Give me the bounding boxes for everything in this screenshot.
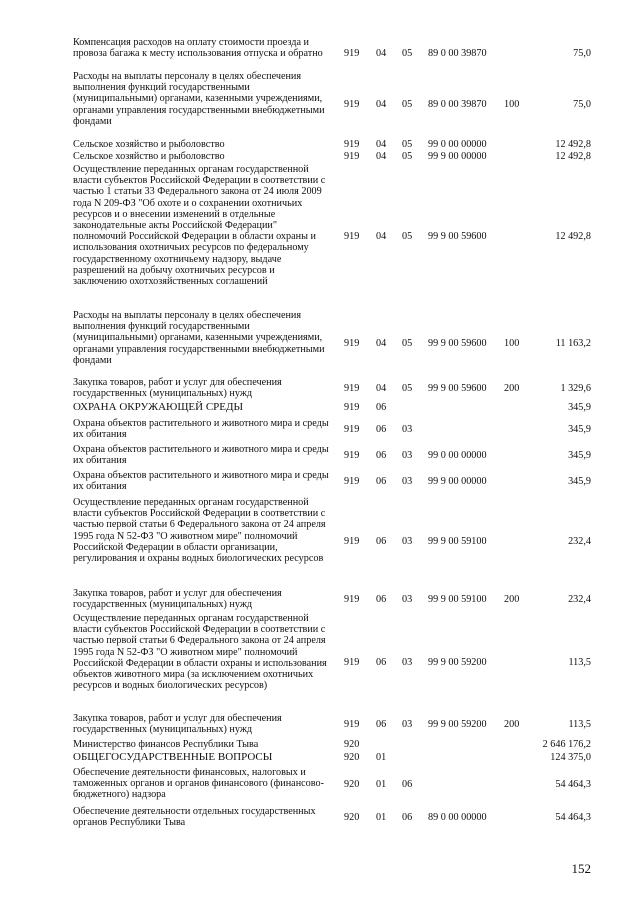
table-row <box>0 418 640 442</box>
row-vr: 200 <box>504 594 520 605</box>
row-sum: 2 646 176,2 <box>542 739 591 750</box>
row-pr: 03 <box>402 594 413 605</box>
table-row <box>0 310 640 377</box>
row-rz: 01 <box>376 812 387 823</box>
row-cs: 99 0 00 00000 <box>428 139 487 150</box>
row-cs: 89 0 00 39870 <box>428 48 487 59</box>
row-gr: 920 <box>344 739 360 750</box>
row-rz: 04 <box>376 99 387 110</box>
row-pr: 03 <box>402 657 413 668</box>
row-name: Обеспечение деятельности отдельных государственных органов Республики Тыва <box>73 806 316 829</box>
row-rz: 01 <box>376 752 387 763</box>
row-rz: 04 <box>376 231 387 242</box>
row-sum: 345,9 <box>568 424 591 435</box>
row-rz: 06 <box>376 476 387 487</box>
row-cs: 99 9 00 59600 <box>428 231 487 242</box>
table-row <box>0 402 640 416</box>
row-cs: 99 9 00 59100 <box>428 536 487 547</box>
table-row <box>0 151 640 163</box>
row-sum: 232,4 <box>568 536 591 547</box>
row-gr: 919 <box>344 402 360 413</box>
row-vr: 100 <box>504 338 520 349</box>
row-gr: 919 <box>344 476 360 487</box>
table-row <box>0 588 640 612</box>
row-name: Сельское хозяйство и рыболовство <box>73 151 225 162</box>
row-name: Расходы на выплаты персоналу в целях обеспечения выполнения функций государственными (муниципальными) органами, казенными учреждениями, органами управления государственными внебюджетными фондами <box>73 310 325 366</box>
row-rz: 06 <box>376 402 387 413</box>
row-gr: 920 <box>344 779 360 790</box>
row-pr: 03 <box>402 476 413 487</box>
row-sum: 124 375,0 <box>550 752 591 763</box>
row-name: Обеспечение деятельности финансовых, налоговых и таможенных органов и органов финансового (финансово-бюджетного) надзора <box>73 767 324 801</box>
row-sum: 75,0 <box>573 99 591 110</box>
row-rz: 06 <box>376 450 387 461</box>
row-cs: 99 9 00 59200 <box>428 657 487 668</box>
table-row <box>0 470 640 494</box>
row-rz: 04 <box>376 139 387 150</box>
row-sum: 54 464,3 <box>555 779 591 790</box>
row-sum: 1 329,6 <box>560 383 591 394</box>
row-cs: 99 9 00 59100 <box>428 594 487 605</box>
row-name: Компенсация расходов на оплату стоимости проезда и провоза багажа к месту использования отпуска и обратно <box>73 37 323 60</box>
row-gr: 919 <box>344 450 360 461</box>
row-pr: 03 <box>402 450 413 461</box>
row-gr: 919 <box>344 536 360 547</box>
row-sum: 12 492,8 <box>555 151 591 162</box>
row-cs: 99 9 00 59200 <box>428 719 487 730</box>
row-pr: 05 <box>402 231 413 242</box>
row-gr: 919 <box>344 139 360 150</box>
row-pr: 03 <box>402 536 413 547</box>
row-rz: 04 <box>376 48 387 59</box>
row-gr: 919 <box>344 99 360 110</box>
row-pr: 06 <box>402 812 413 823</box>
row-vr: 200 <box>504 383 520 394</box>
row-pr: 05 <box>402 48 413 59</box>
row-cs: 99 0 00 00000 <box>428 450 487 461</box>
row-sum: 113,5 <box>568 657 591 668</box>
row-rz: 06 <box>376 719 387 730</box>
row-name: ОХРАНА ОКРУЖАЮЩЕЙ СРЕДЫ <box>73 401 244 413</box>
row-pr: 03 <box>402 719 413 730</box>
row-gr: 919 <box>344 338 360 349</box>
row-rz: 04 <box>376 338 387 349</box>
row-vr: 200 <box>504 719 520 730</box>
row-cs: 99 9 00 00000 <box>428 151 487 162</box>
row-gr: 919 <box>344 48 360 59</box>
row-name: Закупка товаров, работ и услуг для обеспечения государственных (муниципальных) нужд <box>73 588 282 611</box>
row-sum: 232,4 <box>568 594 591 605</box>
row-name: Закупка товаров, работ и услуг для обеспечения государственных (муниципальных) нужд <box>73 377 282 400</box>
table-row <box>0 752 640 766</box>
row-cs: 99 9 00 00000 <box>428 476 487 487</box>
table-row <box>0 164 640 309</box>
row-cs: 99 9 00 59600 <box>428 338 487 349</box>
table-row <box>0 739 640 751</box>
row-name: Охрана объектов растительного и животного мира и среды их обитания <box>73 444 329 467</box>
row-cs: 89 0 00 00000 <box>428 812 487 823</box>
row-gr: 919 <box>344 231 360 242</box>
row-name: Осуществление переданных органам государственной власти субъектов Российской Федерации в соответствии с частью первой статьи 6 Федерального закона от 24 апреля 1995 года N 52-ФЗ "О животном мире" полномочий Российской Федерации в области организации, регулирования и охраны водных биологических ресурсов <box>73 497 326 565</box>
row-gr: 919 <box>344 151 360 162</box>
row-name: Охрана объектов растительного и животного мира и среды их обитания <box>73 470 329 493</box>
row-rz: 01 <box>376 779 387 790</box>
row-sum: 345,9 <box>568 402 591 413</box>
row-gr: 919 <box>344 594 360 605</box>
row-name: Сельское хозяйство и рыболовство <box>73 139 225 150</box>
row-sum: 12 492,8 <box>555 139 591 150</box>
row-sum: 113,5 <box>568 719 591 730</box>
row-name: Охрана объектов растительного и животного мира и среды их обитания <box>73 418 329 441</box>
row-gr: 919 <box>344 657 360 668</box>
table-row <box>0 444 640 468</box>
row-rz: 06 <box>376 594 387 605</box>
row-name: Расходы на выплаты персоналу в целях обеспечения выполнения функций государственными (муниципальными) органами, казенными учреждениями, органами управления государственными внебюджетными фондами <box>73 71 325 127</box>
row-sum: 54 464,3 <box>555 812 591 823</box>
row-name: Закупка товаров, работ и услуг для обеспечения государственных (муниципальных) нужд <box>73 713 282 736</box>
row-sum: 12 492,8 <box>555 231 591 242</box>
row-vr: 100 <box>504 99 520 110</box>
row-name: Осуществление переданных органам государственной власти субъектов Российской Федерации в соответствии с частью 1 статьи 33 Федерального закона от 24 июля 2009 года N 209-ФЗ "Об охоте и о сохранении охотничьих ресурсов и о внесении изменений в отдельные законодательные акты Российской Федерации" полномочий Российской Федерации в области охраны и использования охотничьих ресурсов по федеральному государственному охотничьему надзору, выдаче разрешений на добычу охотничьих ресурсов и заключению охотхозяйственных соглашений <box>73 164 326 288</box>
table-row <box>0 377 640 401</box>
table-row <box>0 613 640 713</box>
table-row <box>0 767 640 803</box>
row-sum: 345,9 <box>568 476 591 487</box>
row-sum: 75,0 <box>573 48 591 59</box>
row-cs: 99 9 00 59600 <box>428 383 487 394</box>
row-sum: 11 163,2 <box>555 338 591 349</box>
row-cs: 89 0 00 39870 <box>428 99 487 110</box>
table-row <box>0 497 640 586</box>
row-pr: 03 <box>402 424 413 435</box>
table-row <box>0 713 640 737</box>
row-gr: 920 <box>344 752 360 763</box>
row-gr: 919 <box>344 719 360 730</box>
table-row <box>0 71 640 138</box>
row-rz: 04 <box>376 383 387 394</box>
row-gr: 919 <box>344 424 360 435</box>
page-number: 152 <box>571 861 591 876</box>
row-gr: 919 <box>344 383 360 394</box>
row-pr: 05 <box>402 338 413 349</box>
table-row <box>0 139 640 151</box>
table-row <box>0 37 640 71</box>
row-rz: 06 <box>376 657 387 668</box>
row-pr: 05 <box>402 139 413 150</box>
row-pr: 05 <box>402 151 413 162</box>
table-row <box>0 806 640 830</box>
row-name: Осуществление переданных органам государственной власти субъектов Российской Федерации в соответствии с частью первой статьи 6 Федерального закона от 24 апреля 1995 года N 52-ФЗ "О животном мире" полномочий Российской Федерации в области охраны и использования объектов животного мира (за исключением охотничьих ресурсов и водных биологических ресурсов) <box>73 613 327 692</box>
row-pr: 05 <box>402 383 413 394</box>
row-pr: 05 <box>402 99 413 110</box>
row-name: Министерство финансов Республики Тыва <box>73 739 259 750</box>
row-gr: 920 <box>344 812 360 823</box>
row-name: ОБЩЕГОСУДАРСТВЕННЫЕ ВОПРОСЫ <box>73 751 273 763</box>
row-pr: 06 <box>402 779 413 790</box>
row-rz: 06 <box>376 536 387 547</box>
row-rz: 06 <box>376 424 387 435</box>
row-rz: 04 <box>376 151 387 162</box>
row-sum: 345,9 <box>568 450 591 461</box>
